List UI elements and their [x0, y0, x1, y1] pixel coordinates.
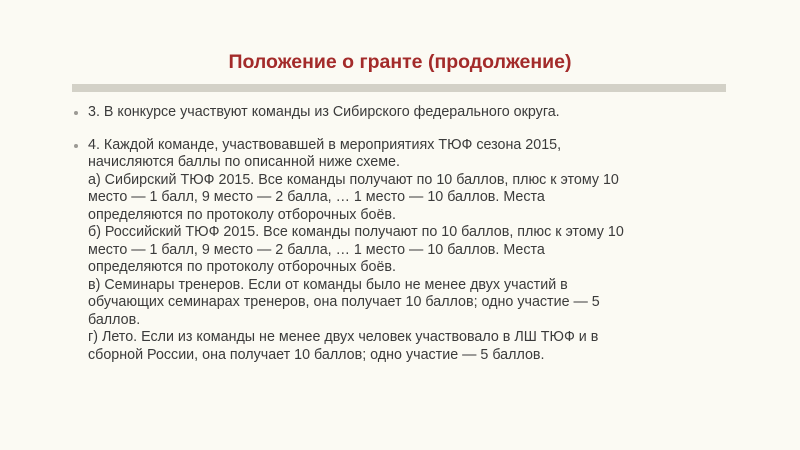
title-divider	[72, 84, 726, 92]
bullet-2-line-12: г) Лето. Если из команды не менее двух человек участвовало в ЛШ ТЮФ и в	[88, 329, 599, 345]
bullet-item-1	[72, 104, 732, 122]
bullet-2-line-7: место — 1 балл, 9 место — 2 балла, … 1 место — 10 баллов. Места	[88, 241, 545, 258]
bullet-1-line-1: 3. В конкурсе участвуют команды из Сибирского федерального округа.	[88, 104, 560, 120]
bullet-2-line-13: сборной России, она получает 10 баллов; одно участие — 5 баллов.	[88, 346, 545, 363]
bullet-2-line-6: б) Российский ТЮФ 2015. Все команды получают по 10 баллов, плюс к этому 10	[88, 224, 624, 240]
bullet-dot-icon	[74, 111, 78, 115]
bullet-2-line-10: обучающих семинарах тренеров, она получает 10 баллов; одно участие — 5	[88, 294, 600, 310]
bullet-2-line-5: определяются по протоколу отборочных боёв.	[88, 206, 397, 223]
bullet-2-line-11: баллов.	[88, 311, 141, 328]
bullet-2-line-9: в) Семинары тренеров. Если от команды было не менее двух участий в	[88, 276, 568, 293]
slide-content	[72, 104, 732, 364]
bullet-2-line-4: место — 1 балл, 9 место — 2 балла, … 1 место — 10 баллов. Места	[88, 189, 545, 205]
slide-title: Положение о гранте (продолжение)	[228, 51, 572, 73]
bullet-dot-icon	[74, 144, 78, 148]
bullet-2-line-8: определяются по протоколу отборочных боёв.	[88, 259, 397, 275]
bullet-item-2	[72, 137, 732, 365]
bullet-2-line-1: 4. Каждой команде, участвовавшей в мероприятиях ТЮФ сезона 2015,	[88, 136, 562, 153]
bullet-2-line-3: а) Сибирский ТЮФ 2015. Все команды получают по 10 баллов, плюс к этому 10	[88, 171, 619, 188]
bullet-2-line-2: начисляются баллы по описанной ниже схеме.	[88, 154, 400, 170]
